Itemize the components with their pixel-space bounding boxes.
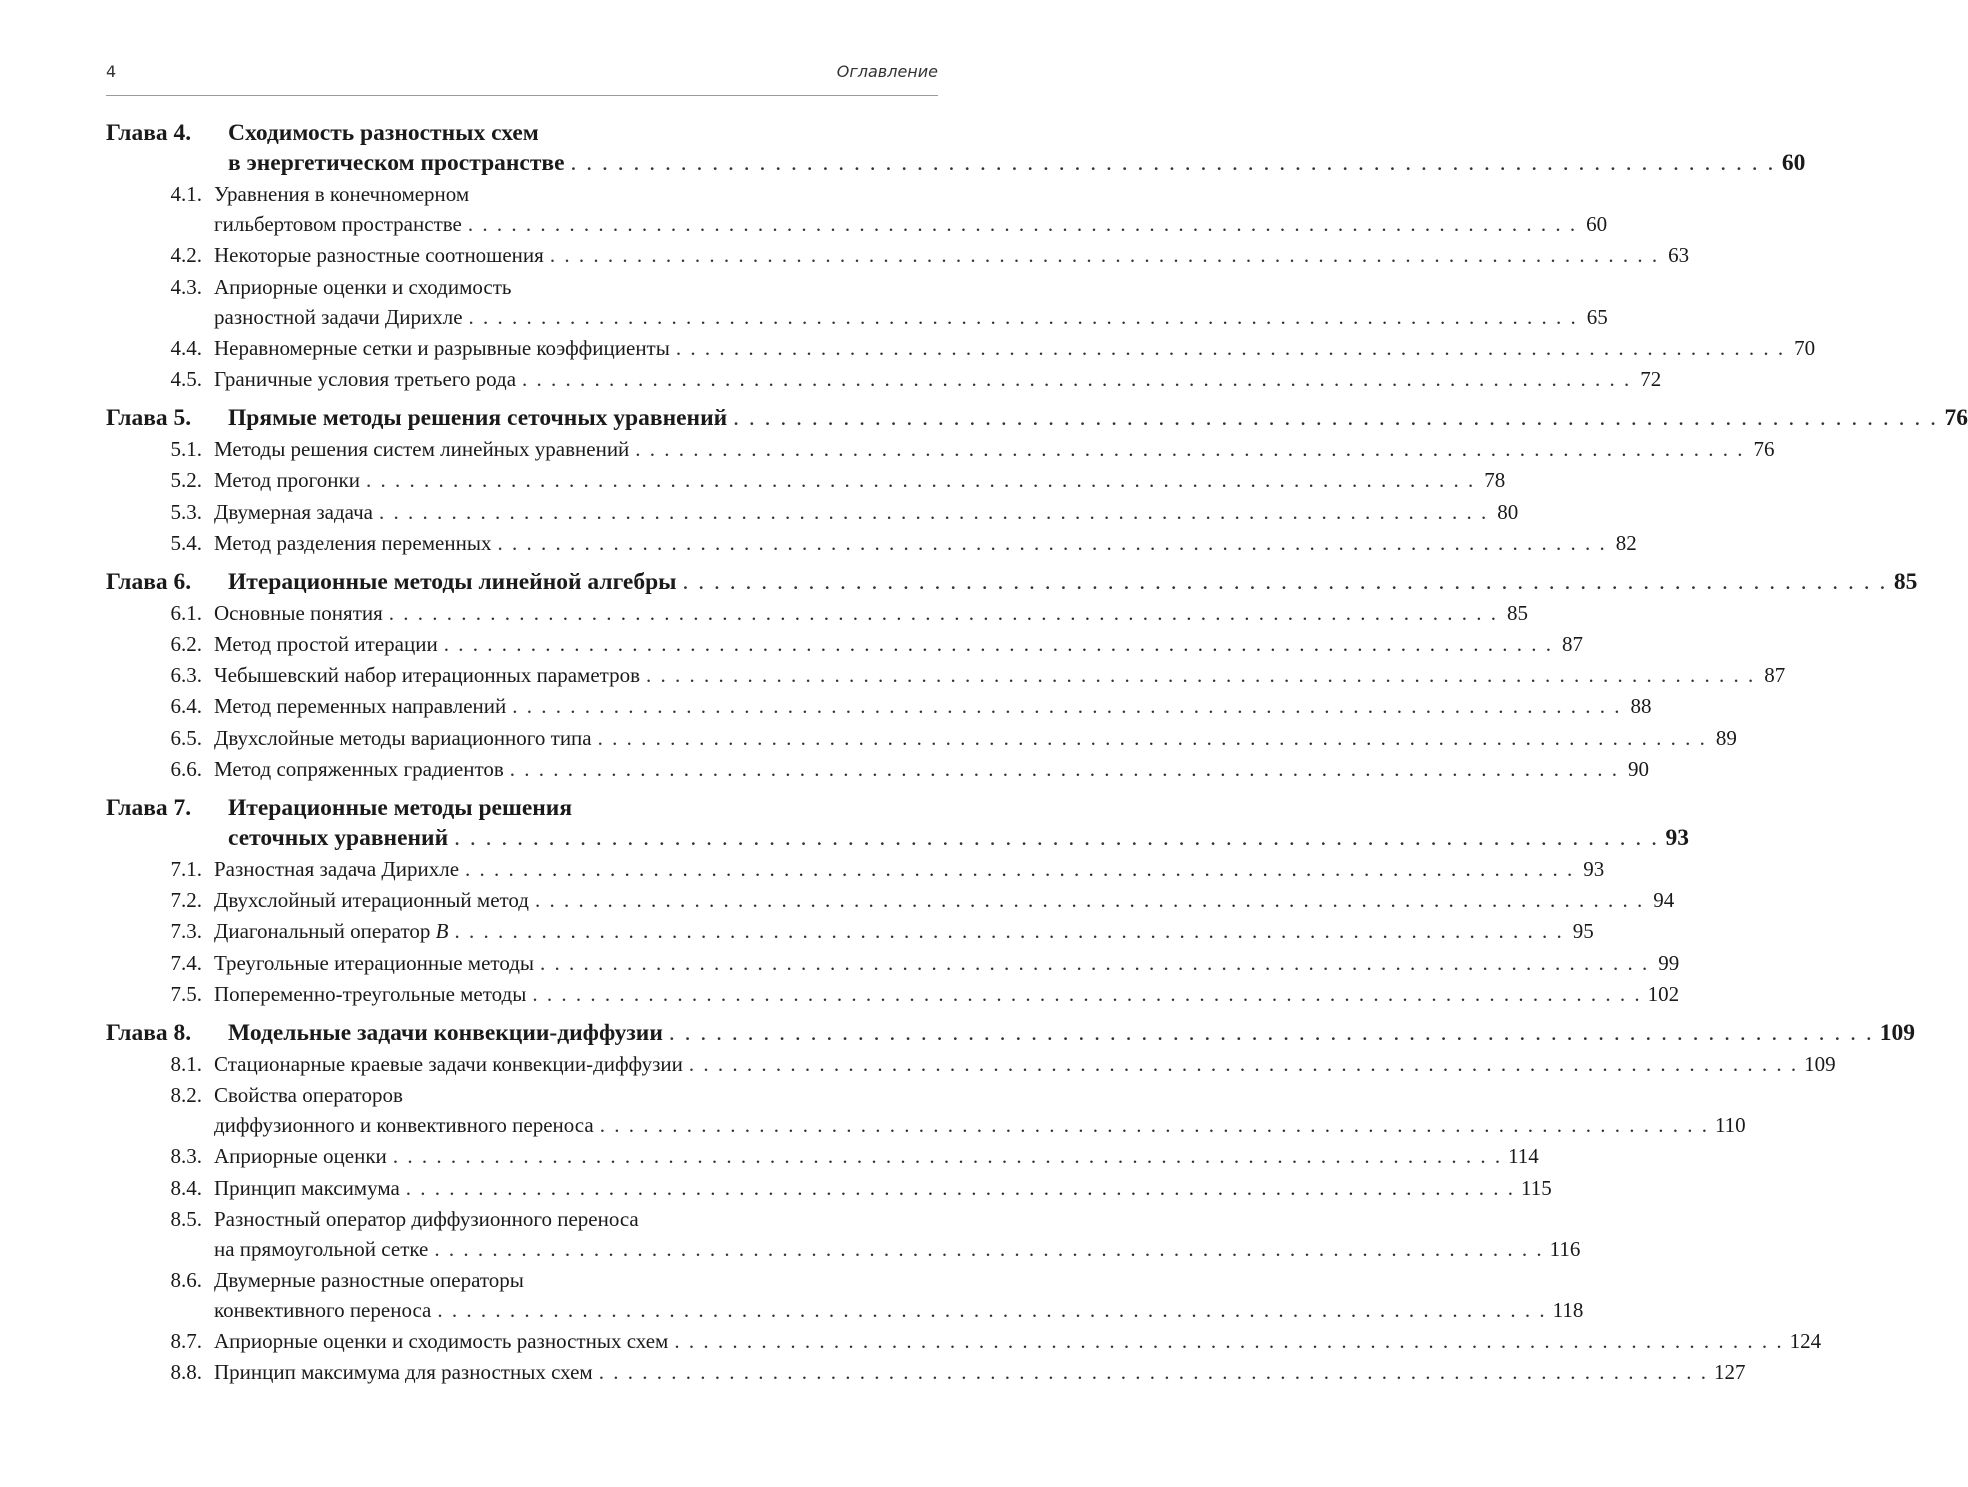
section-title-text: Двухслойные методы вариационного типа [214,725,592,750]
section-title-text: Попеременно-треугольные методы [214,981,527,1006]
chapter-title-line [228,118,1805,148]
section-number: 7.3. [170,919,202,944]
dot-leader [598,723,1707,753]
section-number: 6.1. [170,600,202,625]
dot-leader [599,1357,1708,1387]
section-entry[interactable] [106,885,1675,915]
section-entry[interactable] [106,1173,1552,1203]
chapter-entry[interactable] [106,1018,1916,1048]
section-page-number: 76 [1753,437,1775,462]
section-title-line [214,629,1583,659]
section-title [214,854,1604,884]
section-title-line [214,434,1775,464]
section-title [214,272,1608,332]
section-title-line [214,1326,1821,1356]
section-entry[interactable] [106,979,1680,1009]
section-page-number: 127 [1713,1360,1746,1385]
section-title-line [214,854,1604,884]
section-title [214,179,1607,239]
chapter-label: Глава 4. [106,120,192,146]
section-title-line [214,497,1518,527]
chapter-page-number: 76 [1944,404,1968,431]
section-title-text: Чебышевский набор итерационных параметров [214,663,640,688]
chapter-label: Глава 8. [106,1019,192,1046]
section-title-line [214,916,1594,946]
section-number: 8.4. [170,1175,202,1200]
section-title-text: конвективного переноса [214,1297,432,1322]
chapter-page-number: 60 [1781,150,1806,176]
section-title-text: разностной задачи Дирихле [214,304,463,329]
running-title: Оглавление [836,62,938,81]
section-entry[interactable] [106,629,1583,659]
chapter-title-text: в энергетическом пространстве [228,150,565,176]
chapter-label: Глава 6. [106,568,192,595]
section-page-number: 72 [1640,366,1662,391]
section-entry[interactable] [106,691,1652,721]
section-title-line [214,1049,1836,1079]
dot-leader [635,434,1744,464]
dot-leader [465,854,1574,884]
chapter-page-number: 85 [1893,568,1918,595]
section-title-text: Основные понятия [214,600,383,625]
section-title-text: Априорные оценки и сходимость [214,274,512,299]
section-title [214,497,1518,527]
section-title-text: Априорные оценки [214,1144,387,1169]
dot-leader [406,1173,1515,1203]
section-entry[interactable] [106,1204,1581,1264]
section-entry[interactable] [106,723,1737,753]
section-title-line [214,1265,1583,1295]
section-page-number: 82 [1615,530,1637,555]
section-number: 5.1. [170,437,202,462]
section-page-number: 80 [1497,499,1519,524]
section-page-number: 109 [1804,1051,1836,1076]
section-title-text: Двумерная задача [214,499,373,524]
section-entry[interactable] [106,240,1690,270]
section-entry[interactable] [106,660,1786,690]
section-title-line [214,754,1649,784]
section-title-line [214,1173,1552,1203]
section-title-text: Треугольные итерационные методы [214,950,535,975]
section-title [214,364,1661,394]
section-title-text: Метод простой итерации [214,632,438,657]
dot-leader [683,567,1888,597]
section-page-number: 115 [1521,1175,1552,1200]
section-page-number: 99 [1658,950,1680,975]
section-number: 8.3. [170,1144,202,1169]
dot-leader [512,691,1621,721]
section-number: 8.8. [170,1360,202,1385]
section-page-number: 88 [1630,694,1652,719]
dot-leader [522,364,1631,394]
section-page-number: 85 [1507,600,1529,625]
section-title-text: гильбертовом пространстве [214,212,462,237]
dot-leader [468,209,1577,239]
section-page-number: 60 [1586,212,1608,237]
dot-leader [454,916,1563,946]
section-number: 8.1. [170,1051,202,1076]
section-title-text: Принцип максимума [214,1175,400,1200]
dot-leader [550,240,1659,270]
section-title-text: Метод разделения переменных [214,530,492,555]
section-number: 5.4. [170,530,202,555]
section-title [214,948,1679,978]
section-title-line [214,598,1528,628]
section-page-number: 94 [1653,888,1675,913]
section-title [214,434,1775,464]
section-title-line [214,885,1674,915]
section-title-line [214,691,1652,721]
chapter-title [228,403,1968,433]
section-number: 7.5. [170,981,202,1006]
section-title-text: диффузионного и конвективного переноса [214,1113,594,1138]
section-title [214,333,1815,363]
section-title [214,465,1505,495]
chapter-entry[interactable] [106,793,1690,853]
dot-leader [532,979,1641,1009]
chapter-title [228,567,1917,597]
dot-leader [444,629,1553,659]
dot-leader [674,1326,1783,1356]
section-page-number: 63 [1668,243,1690,268]
section-number: 4.5. [170,366,202,391]
chapter-label: Глава 7. [106,794,192,821]
chapter-entry[interactable] [106,118,1806,178]
section-title-text: Граничные условия третьего рода [214,366,517,391]
section-title-text: Неравномерные сетки и разрывные коэффициенты [214,335,670,360]
section-title [214,528,1637,558]
section-title-line [214,948,1679,978]
section-title-text: Метод сопряженных градиентов [214,756,504,781]
section-title-text: Разностная задача Дирихле [214,857,460,881]
chapter-label: Глава 5. [106,404,192,431]
section-page-number: 93 [1583,857,1605,881]
section-title [214,1357,1745,1387]
page-number: 4 [106,62,117,81]
section-entry[interactable] [106,528,1637,558]
chapter-title-line [228,403,1968,433]
section-entry[interactable] [106,272,1608,332]
section-title-text: Двухслойный итерационный метод [214,888,529,913]
section-title-text: Некоторые разностные соотношения [214,243,544,268]
section-entry[interactable] [106,1265,1584,1325]
section-entry[interactable] [106,916,1594,946]
section-title [214,723,1737,753]
section-page-number: 95 [1572,919,1594,944]
chapter-title-line [228,567,1917,597]
section-entry[interactable] [106,948,1680,978]
section-entry[interactable] [106,854,1605,884]
section-number: 7.4. [170,950,202,975]
section-number: 6.4. [170,694,202,719]
section-title-line [214,660,1785,690]
section-title-text: Уравнения в конечномерном [214,182,470,207]
dot-leader [469,302,1578,332]
section-title-line [214,209,1607,239]
section-number: 4.2. [170,243,202,268]
chapter-page-number: 93 [1665,824,1690,851]
section-page-number: 87 [1764,663,1786,688]
chapter-title-text: Сходимость разностных схем [228,120,539,146]
dot-leader [689,1049,1798,1079]
section-page-number: 110 [1714,1113,1746,1138]
section-entry[interactable] [106,364,1662,394]
dot-leader [540,948,1649,978]
section-page-number: 102 [1647,981,1680,1006]
section-number: 6.6. [170,756,202,781]
dot-leader [676,333,1785,363]
section-page-number: 87 [1561,632,1583,657]
chapter-title-text: сеточных уравнений [228,824,449,851]
section-entry[interactable] [106,465,1506,495]
section-title-line [214,1141,1539,1171]
section-entry[interactable] [106,333,1816,363]
header-rule [106,95,938,96]
math-symbol: B [435,919,449,944]
section-title [214,691,1652,721]
section-title-line [214,723,1737,753]
chapter-title-text: Модельные задачи конвекции-диффузии [228,1019,663,1046]
section-title-text: Диагональный оператор [214,919,431,944]
section-number: 8.5. [170,1206,202,1231]
section-title-line [214,364,1661,394]
chapter-page-number: 109 [1879,1019,1916,1046]
section-page-number: 90 [1628,756,1650,781]
section-title [214,660,1785,690]
chapter-title [228,793,1689,853]
section-title-text: Свойства операторов [214,1083,403,1108]
section-title-line [214,1295,1583,1325]
section-title [214,240,1689,270]
dot-leader [389,598,1498,628]
section-title [214,1141,1539,1171]
section-title-line [214,179,1607,209]
dot-leader [366,465,1475,495]
dot-leader [535,885,1644,915]
section-title-text: Метод переменных направлений [214,694,507,719]
section-title [214,1265,1583,1325]
section-title [214,1049,1836,1079]
section-page-number: 70 [1794,335,1816,360]
section-number: 4.3. [170,274,202,299]
section-number: 4.4. [170,335,202,360]
section-title-line [214,1234,1580,1264]
section-title-text: Априорные оценки и сходимость разностных схем [214,1329,669,1354]
dot-leader [669,1018,1874,1048]
section-title [214,629,1583,659]
chapter-title-line [228,1018,1915,1048]
section-title-line [214,1080,1746,1110]
section-title-text: Двумерные разностные операторы [214,1267,524,1292]
dot-leader [733,403,1938,433]
section-title [214,885,1674,915]
section-number: 4.1. [170,182,202,207]
section-title [214,1326,1821,1356]
section-title-line [214,528,1637,558]
dot-leader [379,497,1488,527]
section-title [214,979,1679,1009]
section-number: 6.2. [170,632,202,657]
section-title-text: Метод прогонки [214,468,360,493]
section-entry[interactable] [106,1080,1746,1140]
section-number: 8.2. [170,1083,202,1108]
section-title-text: Методы решения систем линейных уравнений [214,437,630,462]
section-entry[interactable] [106,434,1775,464]
section-title [214,1173,1552,1203]
section-page-number: 65 [1586,304,1608,329]
section-number: 8.6. [170,1267,202,1292]
section-title-text: Стационарные краевые задачи конвекции-диффузии [214,1051,683,1076]
section-number: 5.2. [170,468,202,493]
table-of-contents [106,118,1968,1387]
chapter-title-text: Прямые методы решения сеточных уравнений [228,404,728,431]
section-entry[interactable] [106,1049,1836,1079]
section-title [214,916,1594,946]
chapter-title [228,118,1805,178]
section-page-number: 78 [1484,468,1506,493]
dot-leader [571,148,1776,178]
section-entry[interactable] [106,598,1529,628]
dot-leader [454,823,1659,853]
section-title-line [214,1204,1580,1234]
section-title-text: Разностный оператор диффузионного переноса [214,1206,639,1231]
section-page-number: 118 [1552,1297,1584,1322]
dot-leader [497,528,1606,558]
section-number: 5.3. [170,499,202,524]
chapter-title-line [228,793,1689,823]
section-entry[interactable] [106,1141,1539,1171]
section-number: 6.5. [170,725,202,750]
dot-leader [393,1141,1502,1171]
section-title-line [214,1110,1746,1140]
section-page-number: 89 [1715,725,1737,750]
dot-leader [600,1110,1709,1140]
chapter-title [228,1018,1915,1048]
dot-leader [434,1234,1543,1264]
section-title-text: на прямоугольной сетке [214,1236,429,1261]
chapter-entry[interactable] [106,567,1918,597]
section-entry[interactable] [106,1357,1746,1387]
section-number: 7.1. [170,857,202,881]
section-title-line [214,1357,1745,1387]
chapter-title-line [228,148,1805,178]
section-entry[interactable] [106,754,1650,784]
section-title [214,754,1649,784]
section-page-number: 116 [1549,1236,1581,1261]
chapter-entry[interactable] [106,403,1968,433]
chapter-title-line [228,823,1689,853]
section-number: 7.2. [170,888,202,913]
section-title-line [214,465,1505,495]
section-title [214,1080,1746,1140]
section-title-line [214,333,1815,363]
dot-leader [646,660,1755,690]
section-title-line [214,272,1608,302]
section-title [214,1204,1580,1264]
section-entry[interactable] [106,1326,1822,1356]
section-page-number: 114 [1508,1144,1539,1169]
section-title-text: Принцип максимума для разностных схем [214,1360,593,1385]
section-title [214,598,1528,628]
section-title-line [214,302,1608,332]
dot-leader [437,1295,1546,1325]
chapter-title-text: Итерационные методы линейной алгебры [228,568,677,595]
dot-leader [510,754,1619,784]
section-title-line [214,240,1689,270]
chapter-title-text: Итерационные методы решения [228,794,573,821]
section-title-line [214,979,1679,1009]
section-number: 6.3. [170,663,202,688]
section-entry[interactable] [106,179,1608,239]
section-number: 8.7. [170,1329,202,1354]
page-header [106,62,938,92]
section-entry[interactable] [106,497,1519,527]
section-page-number: 124 [1789,1329,1822,1354]
